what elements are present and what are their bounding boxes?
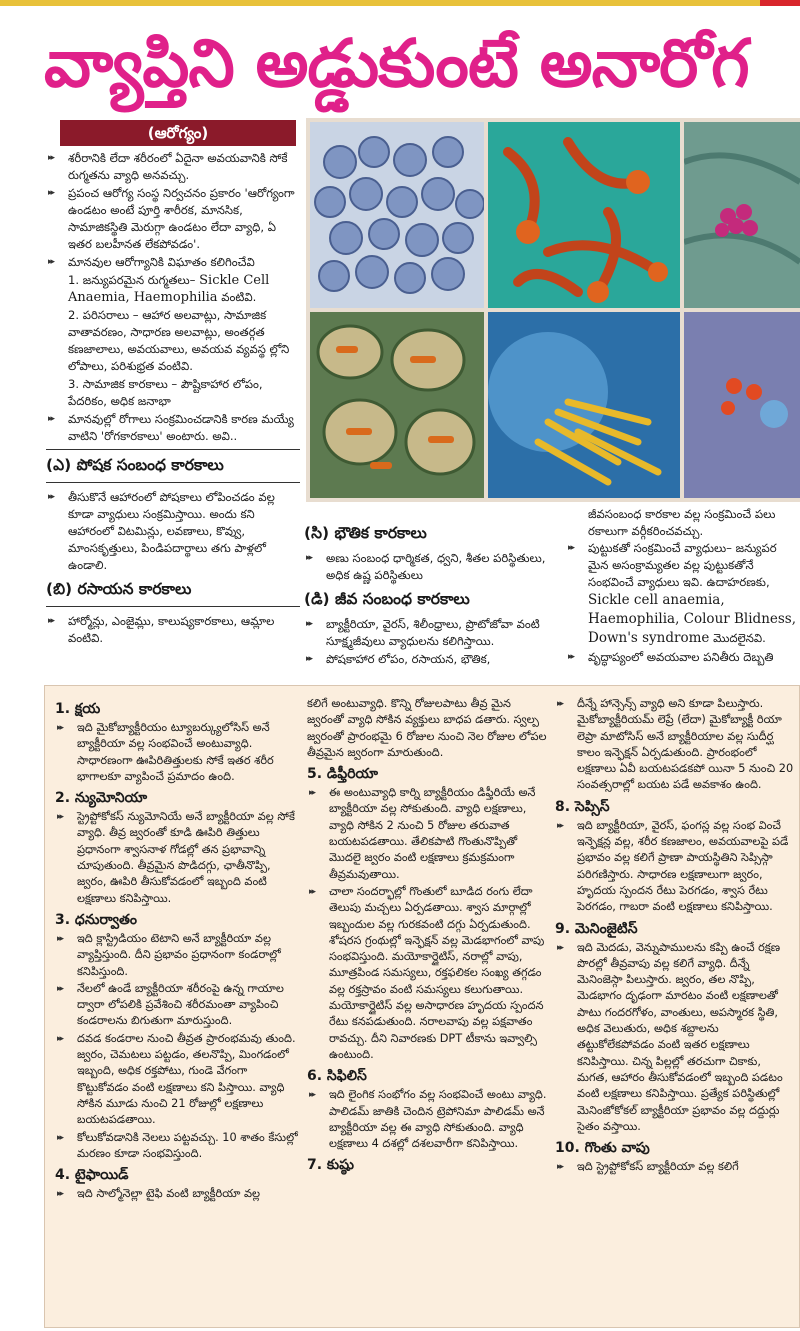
r-bullet-1 bbox=[566, 540, 800, 648]
disease-10-heading: 10. గొంతు వాపు bbox=[555, 1140, 650, 1157]
disease-2-text: ▸▸ స్ట్రెప్టోకోకస్ న్యుమోనియే అనే బ్యాక్టీరియా వల్ల సోకే వ్యాధి. తీవ్ర జ్వరంతో కూడి ఊపిరి తిత్తులు ప్రధానంగా శ్వాసనాళ గోడల్లో తన ప్రభావాన్ని చూపుతుంది. తీవ్రమైన పొడిదగ్గు, ఛాతీనొప్పి, జ్వరం, ఊపిరి తీసుకోవడంలో ఇబ్బంది వంటి లక్షణాలు కనిపిస్తాయి. bbox=[55, 809, 299, 907]
intro-bullet-2: ▸▸ ప్రపంచ ఆరోగ్య సంస్థ నిర్వచనం ప్రకారం 'ఆరోగ్యంగా ఉండటం అంటే పూర్తి శారీరక, మానసిక, సామాజికస్థితి మెరుగ్గా ఉండటం లేదా వ్యాధి, ఏ ఇతర బలహీనత లేకపోవడం'. bbox=[46, 185, 300, 253]
intro-bullet-1: ▸▸ శరీరానికి లేదా శరీరంలో ఏదైనా అవయవానికి సోకే రుగ్మతను వ్యాధి అనవచ్చు. bbox=[46, 150, 300, 184]
disease-4-continued: కలిగే అంటువ్యాధి. కొన్ని రోజులపాటు తీవ్ర మైన జ్వరంతో వ్యాధి సోకిన వ్యక్తులు బాధప డతారు. స్వల్ప జ్వరంతో ప్రారంభమై 6 రోజుల నుంచి నెల రోజుల లోపల తీవ్రమైన జ్వరంగా మారుతుంది. bbox=[307, 697, 547, 759]
disease-5-heading: 5. డిఫ్తీరియా bbox=[307, 766, 379, 783]
r-continued: జీవసంబంధ కారకాల వల్ల సంక్రమించే పలు రకాలుగా వర్గీకరించవచ్చు. bbox=[588, 507, 776, 538]
disease-1-heading: 1. క్షయ bbox=[55, 701, 101, 717]
section-tag: (ఆరోగ్యం) bbox=[60, 120, 296, 146]
disease-7-text: ▸▸ దీన్నే హాన్సెన్స్ వ్యాధి అని కూడా పిలుస్తారు. మైకోబ్యాక్టీరియమ్ లెప్రే (లేదా) మైకోబ్యాక్టీ రియా లెప్రా మాటోసిస్ అనే బ్యాక్టీరియాల వల్ల సుదీర్ఘ కాలం ఇన్ఫెక్షన్ ఏర్పడుతుంది. ప్రారంభంలో లక్షణాలు ఏవీ బయటపడకపో యినా 5 నుంచి 20 సంవత్సరాల్లో బయట పడే అవకాశం ఉంది. bbox=[555, 696, 795, 794]
intro-column bbox=[46, 150, 300, 648]
disease-3-text-b: ▸▸ నేలలో ఉండే బ్యాక్టీరియా శరీరంపై ఉన్న గాయాల ద్వారా లోపలికి ప్రవేశించి శరీరమంతా వ్యాపించి కండరాలను బిగుతుగా మారుస్తుంది. bbox=[55, 981, 299, 1030]
diseases-box bbox=[44, 685, 800, 1328]
r1-english: Sickle cell anaemia, Haemophilia, Colour Blidness, Down's syndrome bbox=[588, 592, 797, 646]
disease-8-text: ▸▸ ఇది బ్యాక్టీరియా, వైరస్, ఫంగస్ల వల్ల సంభ వించే ఇన్ఫెక్షన్ల వల్ల, శరీర కణజాలం, అవయవాలపై పడే ప్రభావం వల్ల కలిగే ప్రాణా పాయస్థితిని సెప్సిస్గా పరిగణిస్తారు. సాధారణ లక్షణాలుగా జ్వరం, హృదయ స్పందన రేటు పెరగడం, శ్వాస రేటు పెరగడం, గాబరా వంటి లక్షణాలు కనిపిస్తాయి. bbox=[555, 818, 795, 916]
disease-1-text: ▸▸ ఇది మైకోబ్యాక్టీరియం ట్యూబర్క్యులోసిస్ అనే బ్యాక్టీరియా వల్ల సంభవించే అంటువ్యాధి. సాధారణంగా ఊపిరితిత్తులకు సోకే ఇతర శరీర భాగాలకూ వ్యాపించే ప్రమాదం ఉంది. bbox=[55, 720, 299, 785]
disease-9-text: ▸▸ ఇది మెదడు, వెన్నుపాములను కప్పి ఉంచే రక్షణ పొరల్లో తీవ్రవాపు వల్ల కలిగే వ్యాధి. దీన్నే మెనింజెస్గా పిలుస్తారు. జ్వరం, తల నొప్పి, మెడభాగం దృఢంగా మారటం వంటి లక్షణాలతో పాటు గందరగోళం, వాంతులు, అపస్మారక స్థితి, అధిక వెలుతురు, అధిక శబ్దాలను తట్టుకోలేకపోవడం వంటి ఇతర లక్షణాలు కనిపిస్తాయి. చిన్న పిల్లల్లో తరచుగా చికాకు, మగత, ఆహారం తీసుకోవడంలో ఇబ్బంది పడటం వంటి లక్షణాలు కనిపిస్తాయి. ప్రత్యేక పరిస్థితుల్లో మెనింజోకోకల్ బ్యాక్టీరియా ప్రభావం వల్ల దద్దుర్లు సైతం వస్తాయి. bbox=[555, 940, 795, 1136]
intro-bullet-4: ▸▸ మానవుల్లో రోగాలు సంక్రమించడానికి కారణ మయ్యే వాటిని 'రోగకారకాలు' అంటారు. అవి.. bbox=[46, 411, 300, 445]
disease-3-text-a: ▸▸ ఇది క్లాస్ట్రిడియం టెటాని అనే బ్యాక్టీరియా వల్ల వ్యాప్తిస్తుంది. దీని ప్రభావం ప్రధానంగా కండరాల్లో కనిపిస్తుంది. bbox=[55, 931, 299, 980]
disease-5-text-b: ▸▸ చాలా సందర్భాల్లో గొంతులో బూడిద రంగు లేదా తెలుపు మచ్చలు ఏర్పడతాయి. శ్వాస మార్గాల్లో ఇబ్బందుల వల్ల గురకవంటి దగ్గు ఏర్పడుతుంది. శోషరస గ్రంథుల్లో ఇన్ఫెక్షన్ వల్ల మెడభాగంలో వాపు సంభవిస్తుంది. మయోకార్డైటిస్, నరాల్లో వాపు, మూత్రపిండ సమస్యలు, రక్తఫలికల సంఖ్య తగ్గడం వల్ల రక్తస్రావం వంటి సమస్యలు కలుగుతాయి. మయోకార్డైటిస్ వల్ల అసాధారణ హృదయ స్పందన రేటు కనపడుతుంది. నరాలవాపు వల్ల పక్షవాతం రావచ్చు. దీని నివారణకు DPT టీకాను ఇవ్వాల్సి ఉంటుంది. bbox=[307, 884, 547, 1063]
disease-3-text-d: ▸▸ కోలుకోవడానికి నెలలు పట్టవచ్చు. 10 శాతం కేసుల్లో మరణం కూడా సంభవిస్తుంది. bbox=[55, 1130, 299, 1163]
c-bullet-1: ▸▸ అణు సంబంధ ధార్మికత, ధ్వని, శీతల పరిస్థితులు, అధిక ఉష్ణ పరిస్థితులు bbox=[304, 550, 554, 584]
disease-9-heading: 9. మెనింజైటిస్ bbox=[555, 920, 638, 937]
disease-7-heading: 7. కుష్ఠు bbox=[307, 1157, 354, 1174]
photo-virus-blue bbox=[310, 122, 484, 308]
b-bullet-1: ▸▸ హార్మోన్లు, ఎంజైమ్లు, కాలుష్యకారకాలు, ఆమ్లాల వంటివి. bbox=[46, 613, 300, 647]
disease-3-text-c: ▸▸ దవడ కండరాల నుంచి తీవ్రత ప్రారంభమవు తుంది. జ్వరం, చెమటలు పట్టడం, తలనొప్పి, మింగడంలో ఇబ్బంది, అధిక రక్తపోటు, గుండె వేగంగా కొట్టుకోవడం వంటి లక్షణాలు కని పిస్తాయి. వ్యాధి సోకిన మూడు నుంచి 21 రోజుల్లో లక్షణాలు బయటపడతాయి. bbox=[55, 1031, 299, 1129]
photo-collage bbox=[306, 118, 800, 502]
r-bullet-2: ▸▸ వృద్ధాప్యంలో అవయవాల పనితీరు దెబ్బతి bbox=[566, 649, 800, 666]
disease-10-text: ▸▸ ఇది స్ట్రెప్టోకోకస్ బ్యాక్టీరియా వల్ల కలిగే bbox=[555, 1159, 795, 1175]
n1-label: 1. జన్యుపరమైన రుగ్మతలు– bbox=[68, 273, 196, 287]
box-column-1 bbox=[55, 696, 299, 1203]
intro-numbered-2: 2. పరిసరాలు – ఆహార అలవాట్లు, సామాజిక వాతావరణం, సాధారణ అలవాట్లు, అంతర్గత కణజాలాలు, అవయవాలు, అవయవ వ్యవస్థ ల్లోని లోపాలు, పరిశుభ్రత వంటివి. bbox=[68, 308, 290, 373]
a-bullet-1: ▸▸ తీసుకొనే ఆహారంలో పోషకాలు లోపించడం వల్ల కూడా వ్యాధులు సంక్రమిస్తాయి. అందు కని ఆహారంలో విటమిన్లు, లవణాలు, కొవ్వు, మాంసకృత్తులు, పిండిపదార్థాలు తగు పాళ్లలో ఉండాలి. bbox=[46, 489, 300, 574]
intro-numbered-1 bbox=[46, 272, 300, 306]
divider bbox=[46, 482, 300, 483]
disease-4-text: ▸▸ ఇది సాల్మోనెల్లా టైఫి వంటి బ్యాక్టీరియా వల్ల bbox=[55, 1186, 299, 1202]
disease-8-heading: 8. సెప్సిస్ bbox=[555, 798, 610, 815]
intro-bullet-3: ▸▸ మానవుల ఆరోగ్యానికి విఘాతం కలిగించేవి bbox=[46, 254, 300, 271]
photo-bacteria-cells bbox=[310, 312, 484, 498]
r1-tail: మొదలైనవి. bbox=[713, 631, 766, 645]
heading-c: (సి) భౌతిక కారకాలు bbox=[304, 524, 427, 542]
box-column-3 bbox=[555, 696, 795, 1176]
heading-a: (ఎ) పోషక సంబంధ కారకాలు bbox=[46, 456, 224, 474]
box-column-2 bbox=[307, 696, 547, 1176]
right-column bbox=[566, 506, 800, 667]
disease-3-heading: 3. ధనుర్వాతం bbox=[55, 911, 138, 928]
disease-6-text: ▸▸ ఇది లైంగిక సంభోగం వల్ల సంభవించే అంటు వ్యాధి. పాలిడమ్ జాతికి చెందిన ట్రెపోనిమా పాలిడమ్ అనే బ్యాక్టీరియా వల్ల ఈ వ్యాధి సోకుతుంది. వ్యాధి లక్షణాలు 4 దశల్లో దశలవారీగా కనిపిస్తాయి. bbox=[307, 1087, 547, 1152]
n1-tail: వంటివి. bbox=[221, 290, 257, 304]
photo-bacteria-orange bbox=[488, 122, 680, 308]
photo-bacteria-yellow bbox=[488, 312, 680, 498]
disease-4-heading: 4. టైఫాయిడ్ bbox=[55, 1167, 129, 1184]
intro-numbered-3: 3. సామాజిక కారకాలు – పౌష్టికాహార లోపం, పేదరికం, అధిక జనాభా bbox=[68, 377, 263, 408]
heading-d: (డి) జీవ సంబంధ కారకాలు bbox=[304, 590, 470, 608]
d-bullet-1: ▸▸ బ్యాక్టీరియా, వైరస్, శిలీంధ్రాలు, ప్రొటోజోవా వంటి సూక్ష్మజీవులు వ్యాధులను కలిగిస్తాయి. bbox=[304, 616, 554, 650]
middle-column bbox=[304, 518, 554, 669]
heading-b: (బి) రసాయన కారకాలు bbox=[46, 580, 192, 598]
disease-2-heading: 2. న్యుమోనియా bbox=[55, 790, 148, 807]
r1-text: పుట్టుకతో సంక్రమించే వ్యాధులు– జన్యుపర మైన అసంక్రామ్యతల వల్ల పుట్టుకతోనే సంభవించే వ్యాధులు ఇవి. ఉదాహరణకు, bbox=[588, 541, 777, 589]
top-red-accent bbox=[760, 0, 800, 6]
n1-english: Sickle Cell Anaemia, Haemophilia bbox=[68, 273, 270, 305]
photo-virus-pink bbox=[684, 122, 800, 308]
divider bbox=[46, 449, 300, 450]
d-bullet-2: ▸▸ పోషకాహార లోపం, రసాయన, భౌతిక, bbox=[304, 651, 554, 668]
disease-6-heading: 6. సిఫిలిస్ bbox=[307, 1068, 367, 1085]
disease-5-text-a: ▸▸ ఈ అంటువ్యాధి కార్ని బ్యాక్టీరియం డిఫ్తీరియే అనే బ్యాక్టీరియా వల్ల సోకుతుంది. వ్యాధి లక్షణాలు, వ్యాధి సోకిన 2 నుంచి 5 రోజుల తరువాత బయటపడతాయి. తేలికపాటి గొంతునొప్పితో మొదలై జ్వరం వంటి లక్షణాలు క్రమక్రమంగా తీవ్రమవుతాయి. bbox=[307, 785, 547, 883]
divider bbox=[46, 606, 300, 607]
top-color-band bbox=[0, 0, 800, 6]
headline: వ్యాప్తిని అడ్డుకుంటే అనారోగ bbox=[44, 25, 749, 102]
photo-virus-red bbox=[684, 312, 800, 498]
